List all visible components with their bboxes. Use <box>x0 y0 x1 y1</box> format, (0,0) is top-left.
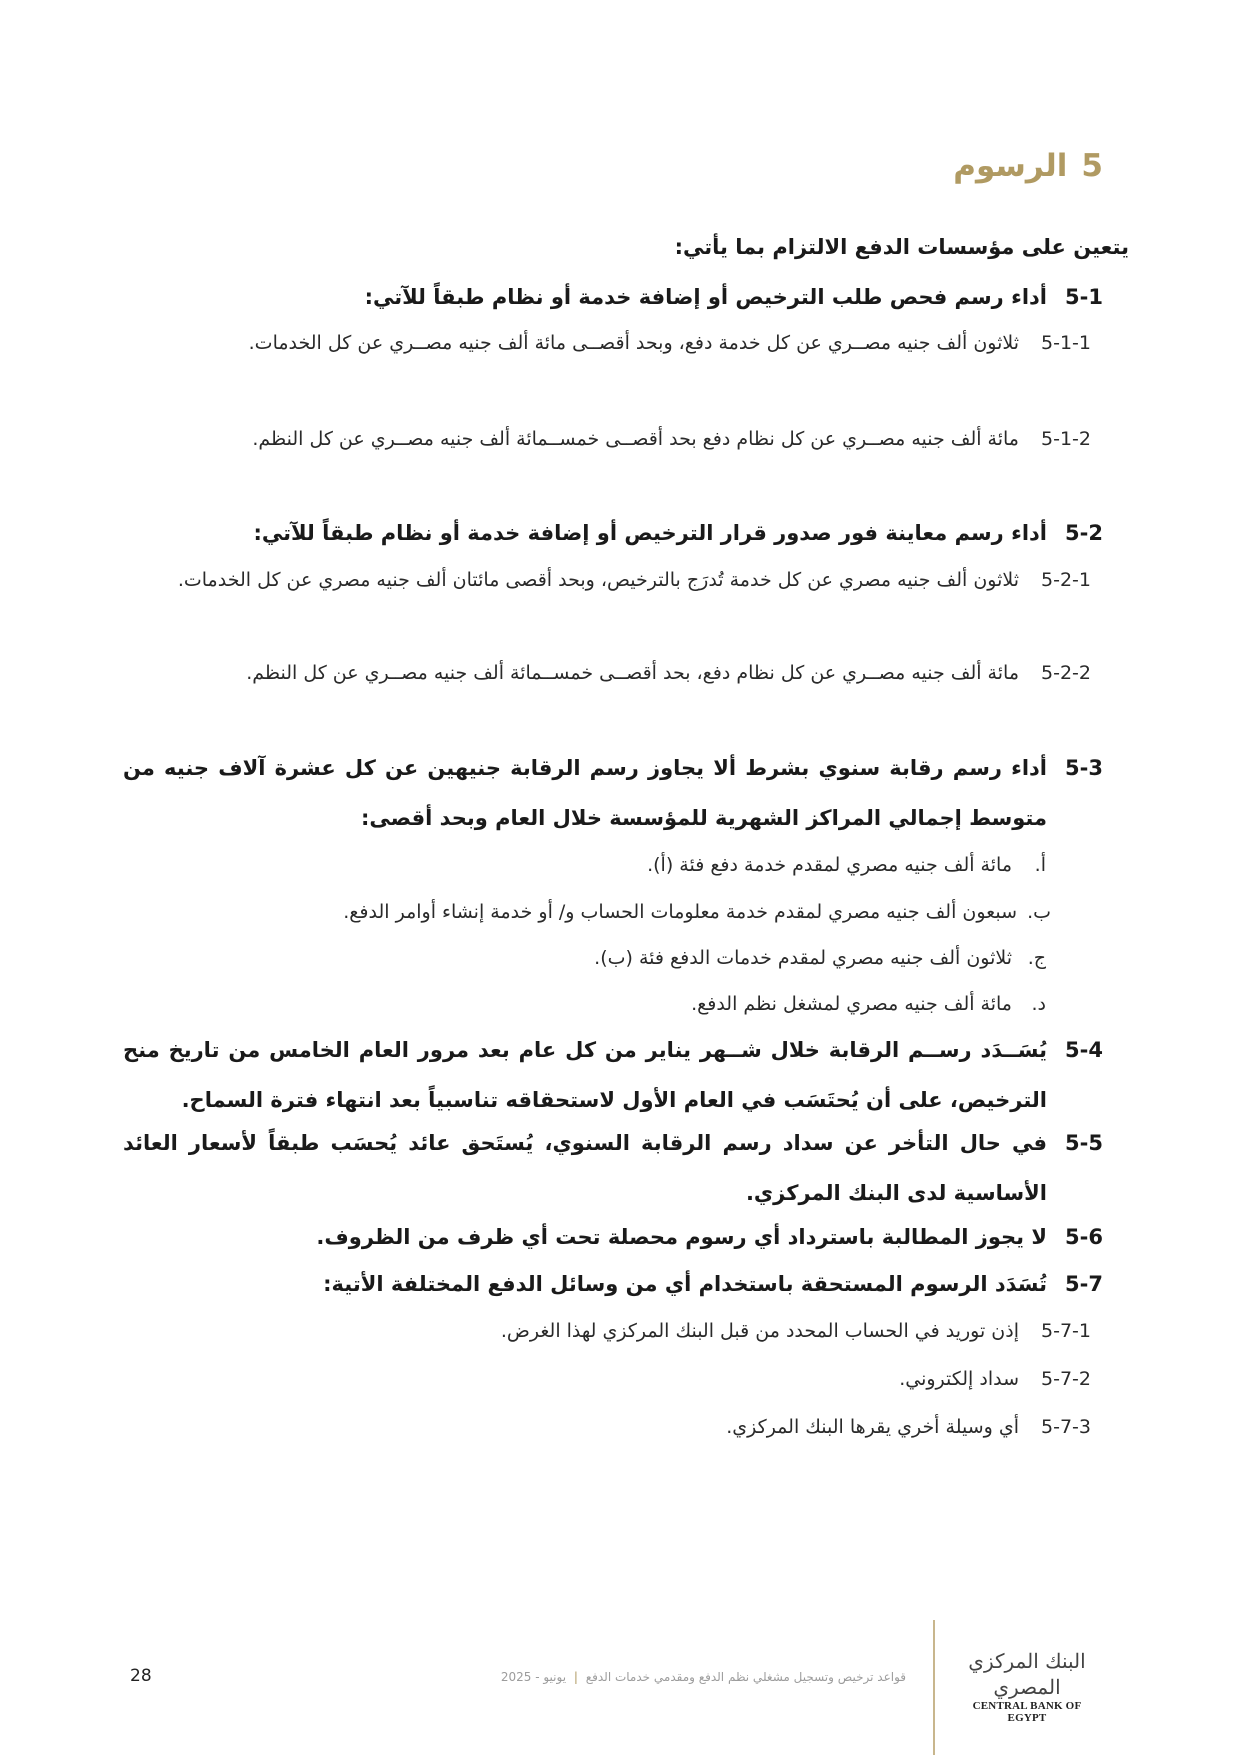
clause-number: 5-7-2 <box>1041 1368 1091 1390</box>
clause-text: أي وسيلة أخري يقرها البنك المركزي. <box>726 1416 1019 1438</box>
list-text: مائة ألف جنيه مصري لمقدم خدمة دفع فئة (أ). <box>647 854 1012 876</box>
clause-number: 5-7-1 <box>1041 1320 1091 1342</box>
clause-text: أداء رسم فحص طلب الترخيص أو إضافة خدمة أو نظام طبقاً للآتي: <box>364 285 1047 309</box>
clause-number: 5-5 <box>1065 1131 1103 1155</box>
intro-text: يتعين على مؤسسات الدفع الالتزام بما يأتي: <box>674 235 1129 259</box>
clause-text: إذن توريد في الحساب المحدد من قبل البنك المركزي لهذا الغرض. <box>500 1320 1019 1342</box>
footer-divider <box>933 1620 935 1755</box>
list-text: ثلاثون ألف جنيه مصري لمقدم خدمات الدفع فئة (ب). <box>594 947 1012 969</box>
section-number: 5 <box>1081 148 1103 184</box>
list-text: سبعون ألف جنيه مصري لمقدم خدمة معلومات الحساب و/ أو خدمة إنشاء أوامر الدفع. <box>343 901 1017 923</box>
section-title: الرسوم <box>953 148 1068 184</box>
clause-number: 5-1 <box>1065 285 1103 309</box>
footer-date: يونيو - 2025 <box>500 1670 567 1684</box>
clause-text: ثلاثون ألف جنيه مصــري عن كل خدمة دفع، وبحد أقصــى مائة ألف جنيه مصــري عن كل الخدمات. <box>248 332 1019 354</box>
clause-number: 5-4 <box>1065 1038 1103 1062</box>
logo-arabic-text: البنك المركزي المصري <box>968 1649 1086 1699</box>
page-number: 28 <box>130 1666 152 1686</box>
clause-text: في حال التأخر عن سداد رسم الرقابة السنوي، يُستَحق عائد يُحسَب طبقاً لأسعار العائد الأساسية لدى البنك المركزي. <box>123 1131 1047 1205</box>
clause-text: ثلاثون ألف جنيه مصري عن كل خدمة تُدرَج بالترخيص، وبحد أقصى مائتان ألف جنيه مصري عن كل الخدمات. <box>177 569 1019 591</box>
clause-text: سداد إلكتروني. <box>899 1368 1019 1390</box>
clause-text: مائة ألف جنيه مصــري عن كل نظام دفع بحد أقصــى خمســمائة ألف جنيه مصــري عن كل النظم. <box>252 428 1019 450</box>
clause-text: يُسَــدَد رســم الرقابة خلال شــهر يناير من كل عام بعد مرور العام الخامس من تاريخ منح الترخيص، على أن يُحتَسَب في العام الأول لاستحقاقه تناسبياً بعد انتهاء فترة السماح. <box>123 1038 1047 1112</box>
clause-text: لا يجوز المطالبة باسترداد أي رسوم محصلة تحت أي ظرف من الظروف. <box>316 1225 1047 1249</box>
list-marker: أ. <box>1034 854 1046 876</box>
list-marker: ب. <box>1027 901 1051 923</box>
clause-number: 5-2-2 <box>1041 662 1091 684</box>
clause-number: 5-3 <box>1065 756 1103 780</box>
list-marker: ج. <box>1027 947 1046 969</box>
footer-document-title <box>501 1670 906 1684</box>
clause-text: أداء رسم رقابة سنوي بشرط ألا يجاوز رسم الرقابة جنيهين عن كل عشرة آلاف جنيه من متوسط إجمالي المراكز الشهرية للمؤسسة خلال العام وبحد أقصى: <box>123 756 1047 830</box>
clause-text: تُسَدَد الرسوم المستحقة باستخدام أي من وسائل الدفع المختلفة الأتية: <box>323 1272 1047 1296</box>
clause-number: 5-2 <box>1065 521 1103 545</box>
clause-number: 5-2-1 <box>1041 569 1091 591</box>
clause-number: 5-7-3 <box>1041 1416 1091 1438</box>
clause-number: 5-1-1 <box>1041 332 1091 354</box>
list-marker: د. <box>1031 993 1046 1015</box>
clause-text: أداء رسم معاينة فور صدور قرار الترخيص أو إضافة خدمة أو نظام طبقاً للآتي: <box>253 521 1047 545</box>
list-text: مائة ألف جنيه مصري لمشغل نظم الدفع. <box>691 993 1012 1015</box>
logo-latin-text: CENTRAL BANK OF EGYPT <box>972 1700 1082 1724</box>
central-bank-logo <box>952 1648 1102 1724</box>
clause-number: 5-7 <box>1065 1272 1103 1296</box>
clause-number: 5-6 <box>1065 1225 1103 1249</box>
clause-text: مائة ألف جنيه مصــري عن كل نظام دفع، بحد أقصــى خمســمائة ألف جنيه مصــري عن كل النظم. <box>246 662 1019 684</box>
clause-number: 5-1-2 <box>1041 428 1091 450</box>
footer-title: قواعد ترخيص وتسجيل مشغلي نظم الدفع ومقدمي خدمات الدفع <box>585 1670 906 1684</box>
footer-separator: | <box>573 1670 578 1684</box>
section-heading <box>953 148 1103 184</box>
